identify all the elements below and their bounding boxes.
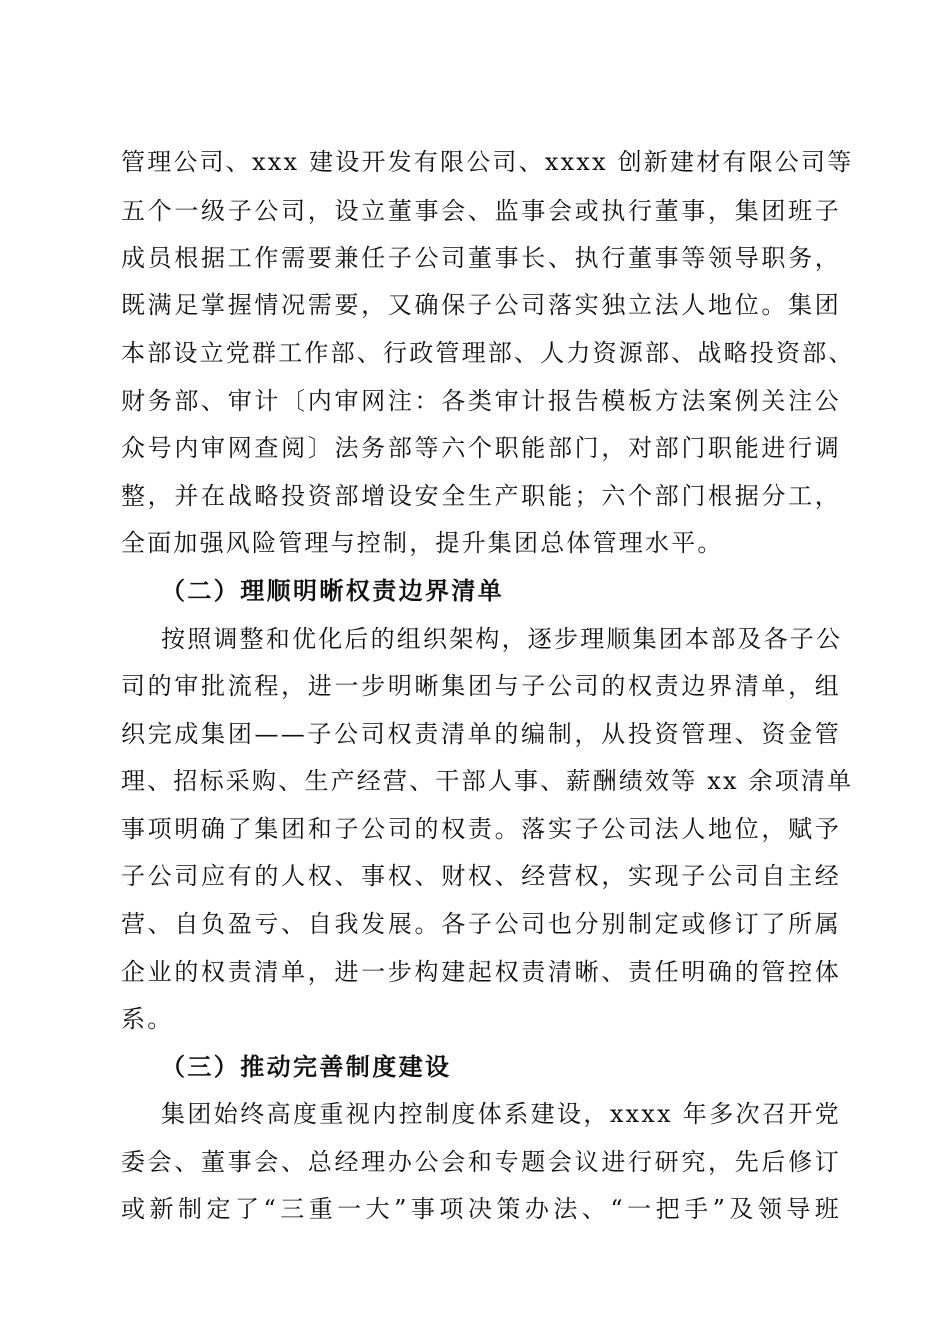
paragraph-line-18: 系。 bbox=[121, 1005, 174, 1033]
paragraph-line-2: 五个一级子公司，设立董事会、监事会或执行董事，集团班子 bbox=[121, 197, 841, 225]
paragraph-line-15: 子公司应有的人权、事权、财权、经营权，实现子公司自主经 bbox=[121, 862, 841, 890]
paragraph-line-14: 事项明确了集团和子公司的权责。落实子公司法人地位，赋予 bbox=[121, 815, 841, 843]
section-heading-3: （三）推动完善制度建设 bbox=[161, 1052, 452, 1081]
paragraph-line-3: 成员根据工作需要兼任子公司董事长、执行董事等领导职务， bbox=[121, 244, 841, 272]
paragraph-line-20: 委会、董事会、总经理办公会和专题会议进行研究，先后修订 bbox=[121, 1148, 841, 1176]
paragraph-line-16: 营、自负盈亏、自我发展。各子公司也分别制定或修订了所属 bbox=[121, 910, 841, 938]
paragraph-line-17: 企业的权责清单，进一步构建起权责清晰、责任明确的管控体 bbox=[121, 958, 841, 986]
paragraph-line-13: 理、招标采购、生产经营、干部人事、薪酬绩效等 xx 余项清单 bbox=[121, 767, 854, 795]
paragraph-line-19: 集团始终高度重视内控制度体系建设，xxxx 年多次召开党 bbox=[161, 1100, 841, 1128]
paragraph-line-9: 全面加强风险管理与控制，提升集团总体管理水平。 bbox=[121, 529, 724, 557]
paragraph-line-12: 织完成集团——子公司权责清单的编制，从投资管理、资金管 bbox=[121, 720, 841, 748]
paragraph-line-7: 众号内审网查阅〕法务部等六个职能部门，对部门职能进行调 bbox=[121, 434, 841, 462]
paragraph-line-8: 整，并在战略投资部增设安全生产职能；六个部门根据分工， bbox=[121, 482, 841, 510]
paragraph-line-11: 司的审批流程，进一步明晰集团与子公司的权责边界清单，组 bbox=[121, 672, 841, 700]
section-heading-2: （二）理顺明晰权责边界清单 bbox=[161, 576, 505, 605]
paragraph-line-5: 本部设立党群工作部、行政管理部、人力资源部、战略投资部、 bbox=[121, 339, 855, 367]
paragraph-line-10: 按照调整和优化后的组织架构，逐步理顺集团本部及各子公 bbox=[161, 625, 843, 653]
paragraph-line-4: 既满足掌握情况需要，又确保子公司落实独立法人地位。集团 bbox=[121, 291, 841, 319]
paragraph-line-6: 财务部、审计〔内审网注：各类审计报告模板方法案例关注公 bbox=[121, 387, 841, 415]
paragraph-line-1: 管理公司、xxx 建设开发有限公司、xxxx 创新建材有限公司等 bbox=[121, 148, 854, 176]
paragraph-line-21: 或新制定了“三重一大”事项决策办法、“一把手”及领导班 bbox=[121, 1195, 841, 1223]
